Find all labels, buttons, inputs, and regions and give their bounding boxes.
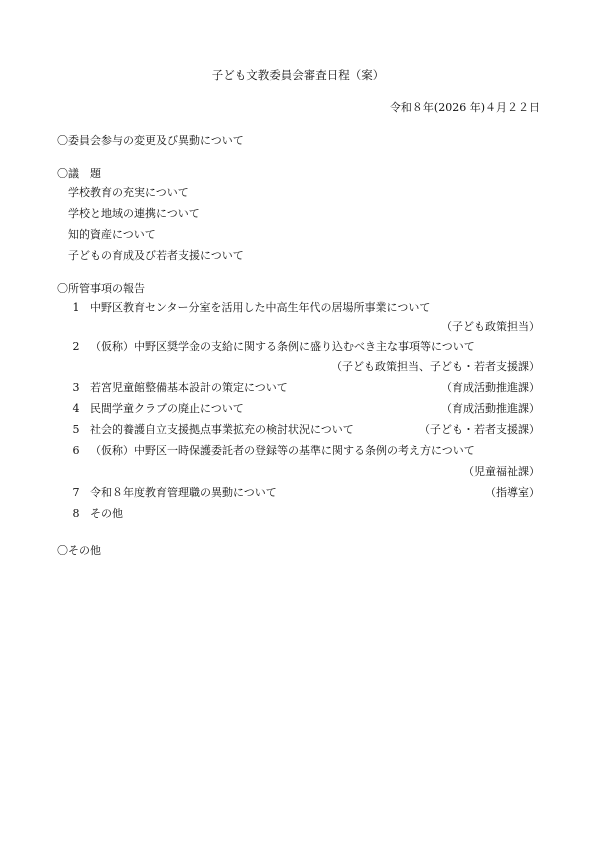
report-department: （児童福祉課） <box>463 465 540 478</box>
agenda-heading: 〇議 題 <box>57 167 101 180</box>
document-date: 令和８年(2026 年)４月２２日 <box>389 101 540 114</box>
report-title: （仮称）中野区奨学金の支給に関する条例に盛り込むべき主な事項等について <box>90 340 475 353</box>
report-department: （子ども政策担当、子ども・若者支援課） <box>331 360 540 373</box>
report-number: 8 <box>72 507 80 520</box>
section-participants-change: 〇委員会参与の変更及び異動について <box>57 134 244 147</box>
report-title: （仮称）中野区一時保護委託者の登録等の基準に関する条例の考え方について <box>90 444 475 457</box>
report-number: 1 <box>72 301 80 314</box>
report-department: （育成活動推進課） <box>441 381 540 394</box>
report-number: 3 <box>72 381 80 394</box>
report-number: 5 <box>72 423 80 436</box>
reports-heading: 〇所管事項の報告 <box>57 282 145 295</box>
report-department: （指導室） <box>485 486 540 499</box>
report-title: 令和８年度教育管理職の異動について <box>90 486 277 499</box>
section-other: 〇その他 <box>57 544 101 557</box>
document-title: 子ども文教委員会審査日程（案） <box>211 68 385 82</box>
report-title: 中野区教育センター分室を活用した中高生年代の居場所事業について <box>90 301 431 314</box>
agenda-item: 知的資産について <box>68 228 156 241</box>
report-title: その他 <box>90 507 123 520</box>
report-number: 6 <box>72 444 80 457</box>
agenda-item: 学校と地域の連携について <box>68 207 200 220</box>
agenda-item: 子どもの育成及び若者支援について <box>68 249 244 262</box>
agenda-item: 学校教育の充実について <box>68 186 189 199</box>
report-title: 若宮児童館整備基本設計の策定について <box>90 381 288 394</box>
report-number: 7 <box>72 486 80 499</box>
report-title: 民間学童クラブの廃止について <box>90 402 244 415</box>
report-number: 2 <box>72 340 80 353</box>
report-department: （子ども政策担当） <box>441 320 540 333</box>
report-department: （育成活動推進課） <box>441 402 540 415</box>
report-title: 社会的養護自立支援拠点事業拡充の検討状況について <box>90 423 354 436</box>
report-department: （子ども・若者支援課） <box>419 423 540 436</box>
report-number: 4 <box>72 402 80 415</box>
